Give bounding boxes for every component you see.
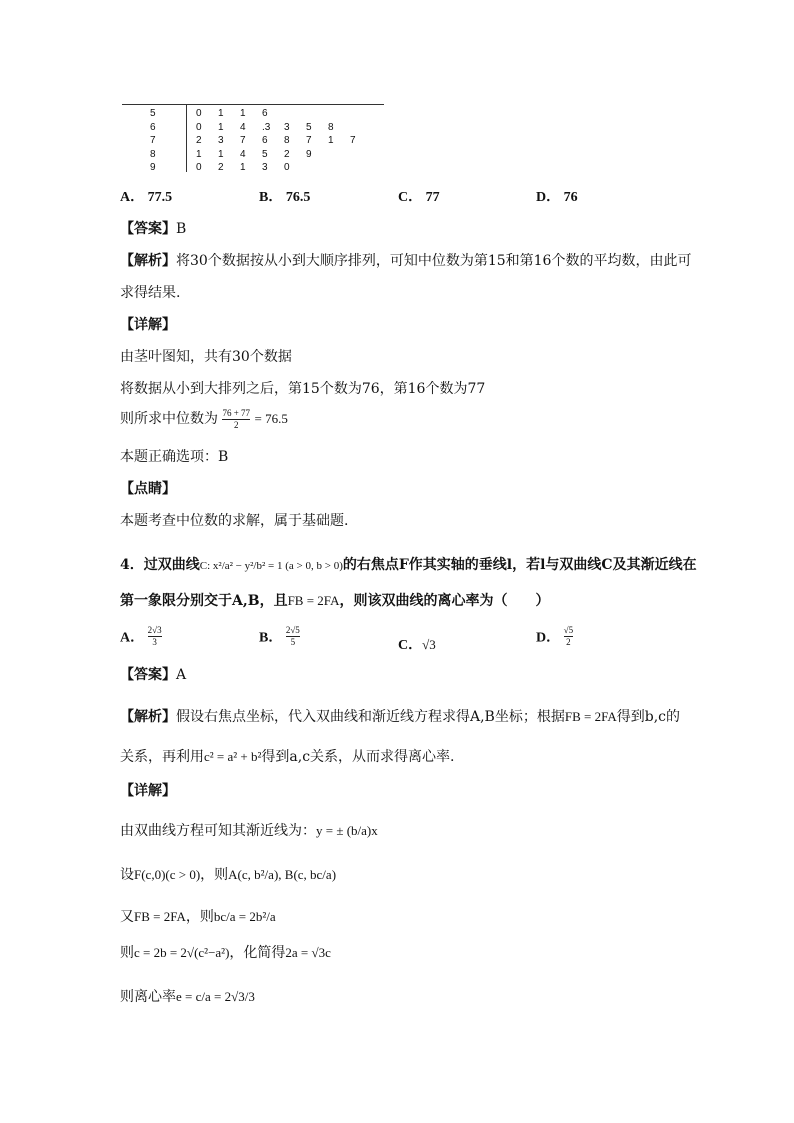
q4-option-b[interactable] bbox=[259, 626, 300, 647]
detail-text: ，则 bbox=[185, 909, 214, 925]
detail-text: 设 bbox=[120, 867, 134, 883]
answer-value: B bbox=[176, 221, 187, 237]
option-fraction: $\frac{√5}{2}$ bbox=[563, 625, 574, 647]
vector-equation: FB = 2FA bbox=[287, 593, 340, 608]
leaf-value: 6 bbox=[262, 108, 268, 119]
option-value: √3 bbox=[422, 637, 436, 652]
leaf-value: 4 bbox=[240, 121, 246, 133]
leaf-value: 6 bbox=[262, 135, 268, 146]
q3-note-tag: 【点睛】 bbox=[120, 481, 176, 497]
leaf-value: 0 bbox=[284, 162, 290, 173]
leaf-value: 5 bbox=[306, 121, 312, 133]
leaf-value: 1 bbox=[240, 108, 246, 119]
leaf-value: 4 bbox=[240, 148, 246, 160]
leaf-value: 1 bbox=[196, 148, 202, 160]
simplified-equation: 2a = √3c bbox=[285, 945, 331, 960]
pythagorean-equation: c² = a² + b² bbox=[204, 749, 262, 764]
question-text: ，则该双曲线的离心率为（ ） bbox=[339, 593, 550, 609]
q4-stem-line1 bbox=[120, 554, 697, 574]
stem-divider bbox=[186, 104, 187, 172]
stem-value: 9 bbox=[150, 162, 156, 173]
leaf-value: 0 bbox=[196, 108, 202, 119]
asymptote-equation: y = ± (b/a)x bbox=[316, 823, 378, 838]
option-label: A． bbox=[120, 630, 145, 646]
points-coordinates: A(c, b²/a), B(c, bc/a) bbox=[228, 867, 337, 882]
option-value: 77 bbox=[425, 190, 440, 205]
q3-option-b[interactable] bbox=[259, 186, 310, 206]
stem-value: 8 bbox=[150, 148, 156, 160]
leaf-value: 1 bbox=[218, 108, 224, 119]
vector-equation: FB = 2FA bbox=[564, 709, 617, 724]
q4-stem-line2 bbox=[120, 590, 549, 610]
option-label: D． bbox=[536, 190, 561, 205]
q3-option-a[interactable] bbox=[120, 186, 172, 206]
q4-detail-line3 bbox=[120, 906, 276, 926]
option-label: C． bbox=[398, 638, 423, 653]
focus-coordinate: F(c,0)(c > 0) bbox=[134, 867, 201, 882]
leaf-value: 7 bbox=[306, 135, 312, 146]
stem-value: 6 bbox=[150, 121, 156, 133]
q4-analysis-line1 bbox=[120, 706, 680, 726]
q4-analysis-line2 bbox=[120, 746, 455, 766]
option-label: D． bbox=[536, 630, 561, 646]
q3-analysis-line2: 求得结果. bbox=[120, 285, 181, 301]
question-number-text: 4．过双曲线 bbox=[120, 557, 200, 573]
q3-detail-line1: 由茎叶图知，共有30个数据 bbox=[120, 349, 292, 365]
leaf-value: 3 bbox=[218, 135, 224, 146]
q3-detail-line3 bbox=[120, 408, 288, 430]
stem-value: 5 bbox=[150, 108, 156, 119]
leaf-value: 1 bbox=[328, 135, 334, 146]
eccentricity-equation: e = c/a = 2√3/3 bbox=[176, 989, 255, 1004]
q4-detail-line4 bbox=[120, 942, 331, 962]
hyperbola-equation: C: x²/a² − y²/b² = 1 (a > 0, b > 0) bbox=[199, 560, 343, 572]
analysis-text: 假设右焦点坐标，代入双曲线和渐近线方程求得A,B坐标；根据 bbox=[176, 709, 565, 725]
q4-detail-tag: 【详解】 bbox=[120, 783, 176, 799]
q3-detail-line2: 将数据从小到大排列之后，第15个数为76，第16个数为77 bbox=[120, 381, 486, 397]
median-result: = 76.5 bbox=[254, 411, 288, 426]
leaf-value: 1 bbox=[240, 162, 246, 173]
q4-detail-line1 bbox=[120, 820, 378, 840]
leaf-value: 7 bbox=[350, 135, 356, 146]
answer-value: A bbox=[176, 667, 187, 683]
option-value: 76.5 bbox=[285, 190, 311, 205]
q4-option-a[interactable] bbox=[120, 626, 162, 647]
leaf-value: 2 bbox=[218, 162, 224, 173]
detail-text: ，化简得 bbox=[229, 945, 286, 961]
option-label: C． bbox=[398, 190, 423, 205]
leaf-value: 3 bbox=[262, 162, 268, 173]
leaf-value: .3 bbox=[262, 121, 271, 133]
leaf-value: 9 bbox=[306, 148, 312, 160]
median-fraction: $\frac{76 + 77}{2}$ bbox=[222, 407, 251, 430]
q3-option-c[interactable] bbox=[398, 186, 440, 206]
answer-tag: 【答案】 bbox=[120, 667, 176, 683]
analysis-text: 得到b,c的 bbox=[616, 709, 681, 725]
detail-text: 则离心率 bbox=[120, 989, 176, 1005]
q4-detail-line2 bbox=[120, 864, 336, 884]
detail-text: 则 bbox=[120, 945, 134, 961]
option-fraction: $\frac{2√3}{3}$ bbox=[147, 625, 162, 647]
table-top-rule bbox=[122, 104, 384, 105]
leaf-value: 5 bbox=[262, 148, 268, 160]
option-label: B． bbox=[259, 190, 283, 205]
option-label: A． bbox=[120, 190, 145, 205]
detail-text: 又 bbox=[120, 909, 134, 925]
analysis-tag: 【解析】 bbox=[120, 709, 176, 725]
q4-answer bbox=[120, 664, 186, 684]
detail-text: 由双曲线方程可知其渐近线为： bbox=[120, 823, 316, 839]
option-label: B． bbox=[259, 630, 283, 646]
q4-option-d[interactable] bbox=[536, 626, 573, 647]
q3-detail-tag: 【详解】 bbox=[120, 317, 176, 333]
leaf-value: 8 bbox=[284, 135, 290, 146]
q3-detail-line4: 本题正确选项：B bbox=[120, 449, 229, 465]
leaf-value: 3 bbox=[284, 121, 290, 133]
q3-option-d[interactable] bbox=[536, 186, 578, 206]
leaf-value: 2 bbox=[284, 148, 290, 160]
detail-text: ，则 bbox=[200, 867, 229, 883]
option-fraction: $\frac{2√5}{5}$ bbox=[285, 625, 300, 647]
leaf-value: 0 bbox=[196, 121, 202, 133]
leaf-value: 0 bbox=[196, 162, 202, 173]
leaf-value: 8 bbox=[328, 121, 334, 133]
analysis-text: 得到a,c关系，从而求得离心率. bbox=[261, 749, 455, 765]
q4-option-c[interactable] bbox=[398, 634, 436, 654]
analysis-tag: 【解析】 bbox=[120, 253, 176, 269]
leaf-value: 1 bbox=[218, 121, 224, 133]
q3-note: 本题考查中位数的求解，属于基础题. bbox=[120, 513, 349, 529]
stem-value: 7 bbox=[150, 135, 156, 146]
question-text: 的右焦点F作其实轴的垂线l，若l与双曲线C及其渐近线在 bbox=[342, 557, 697, 573]
vector-equation: FB = 2FA bbox=[134, 909, 186, 924]
detail-prefix: 则所求中位数为 bbox=[120, 411, 218, 427]
q4-detail-line5 bbox=[120, 986, 255, 1006]
leaf-value: 2 bbox=[196, 135, 202, 146]
analysis-text: 将30个数据按从小到大顺序排列，可知中位数为第15和第16个数的平均数，由此可 bbox=[176, 253, 692, 269]
q3-answer bbox=[120, 218, 186, 238]
answer-tag: 【答案】 bbox=[120, 221, 176, 237]
leaf-value: 7 bbox=[240, 135, 246, 146]
ratio-equation: bc/a = 2b²/a bbox=[213, 909, 276, 924]
q3-analysis-line1 bbox=[120, 250, 691, 270]
option-value: 77.5 bbox=[147, 190, 173, 205]
question-text: 第一象限分别交于A,B，且 bbox=[120, 593, 288, 609]
c-equation: c = 2b = 2√(c²−a²) bbox=[134, 945, 230, 960]
leaf-value: 1 bbox=[218, 148, 224, 160]
analysis-text: 关系，再利用 bbox=[120, 749, 204, 765]
option-value: 76 bbox=[563, 190, 578, 205]
